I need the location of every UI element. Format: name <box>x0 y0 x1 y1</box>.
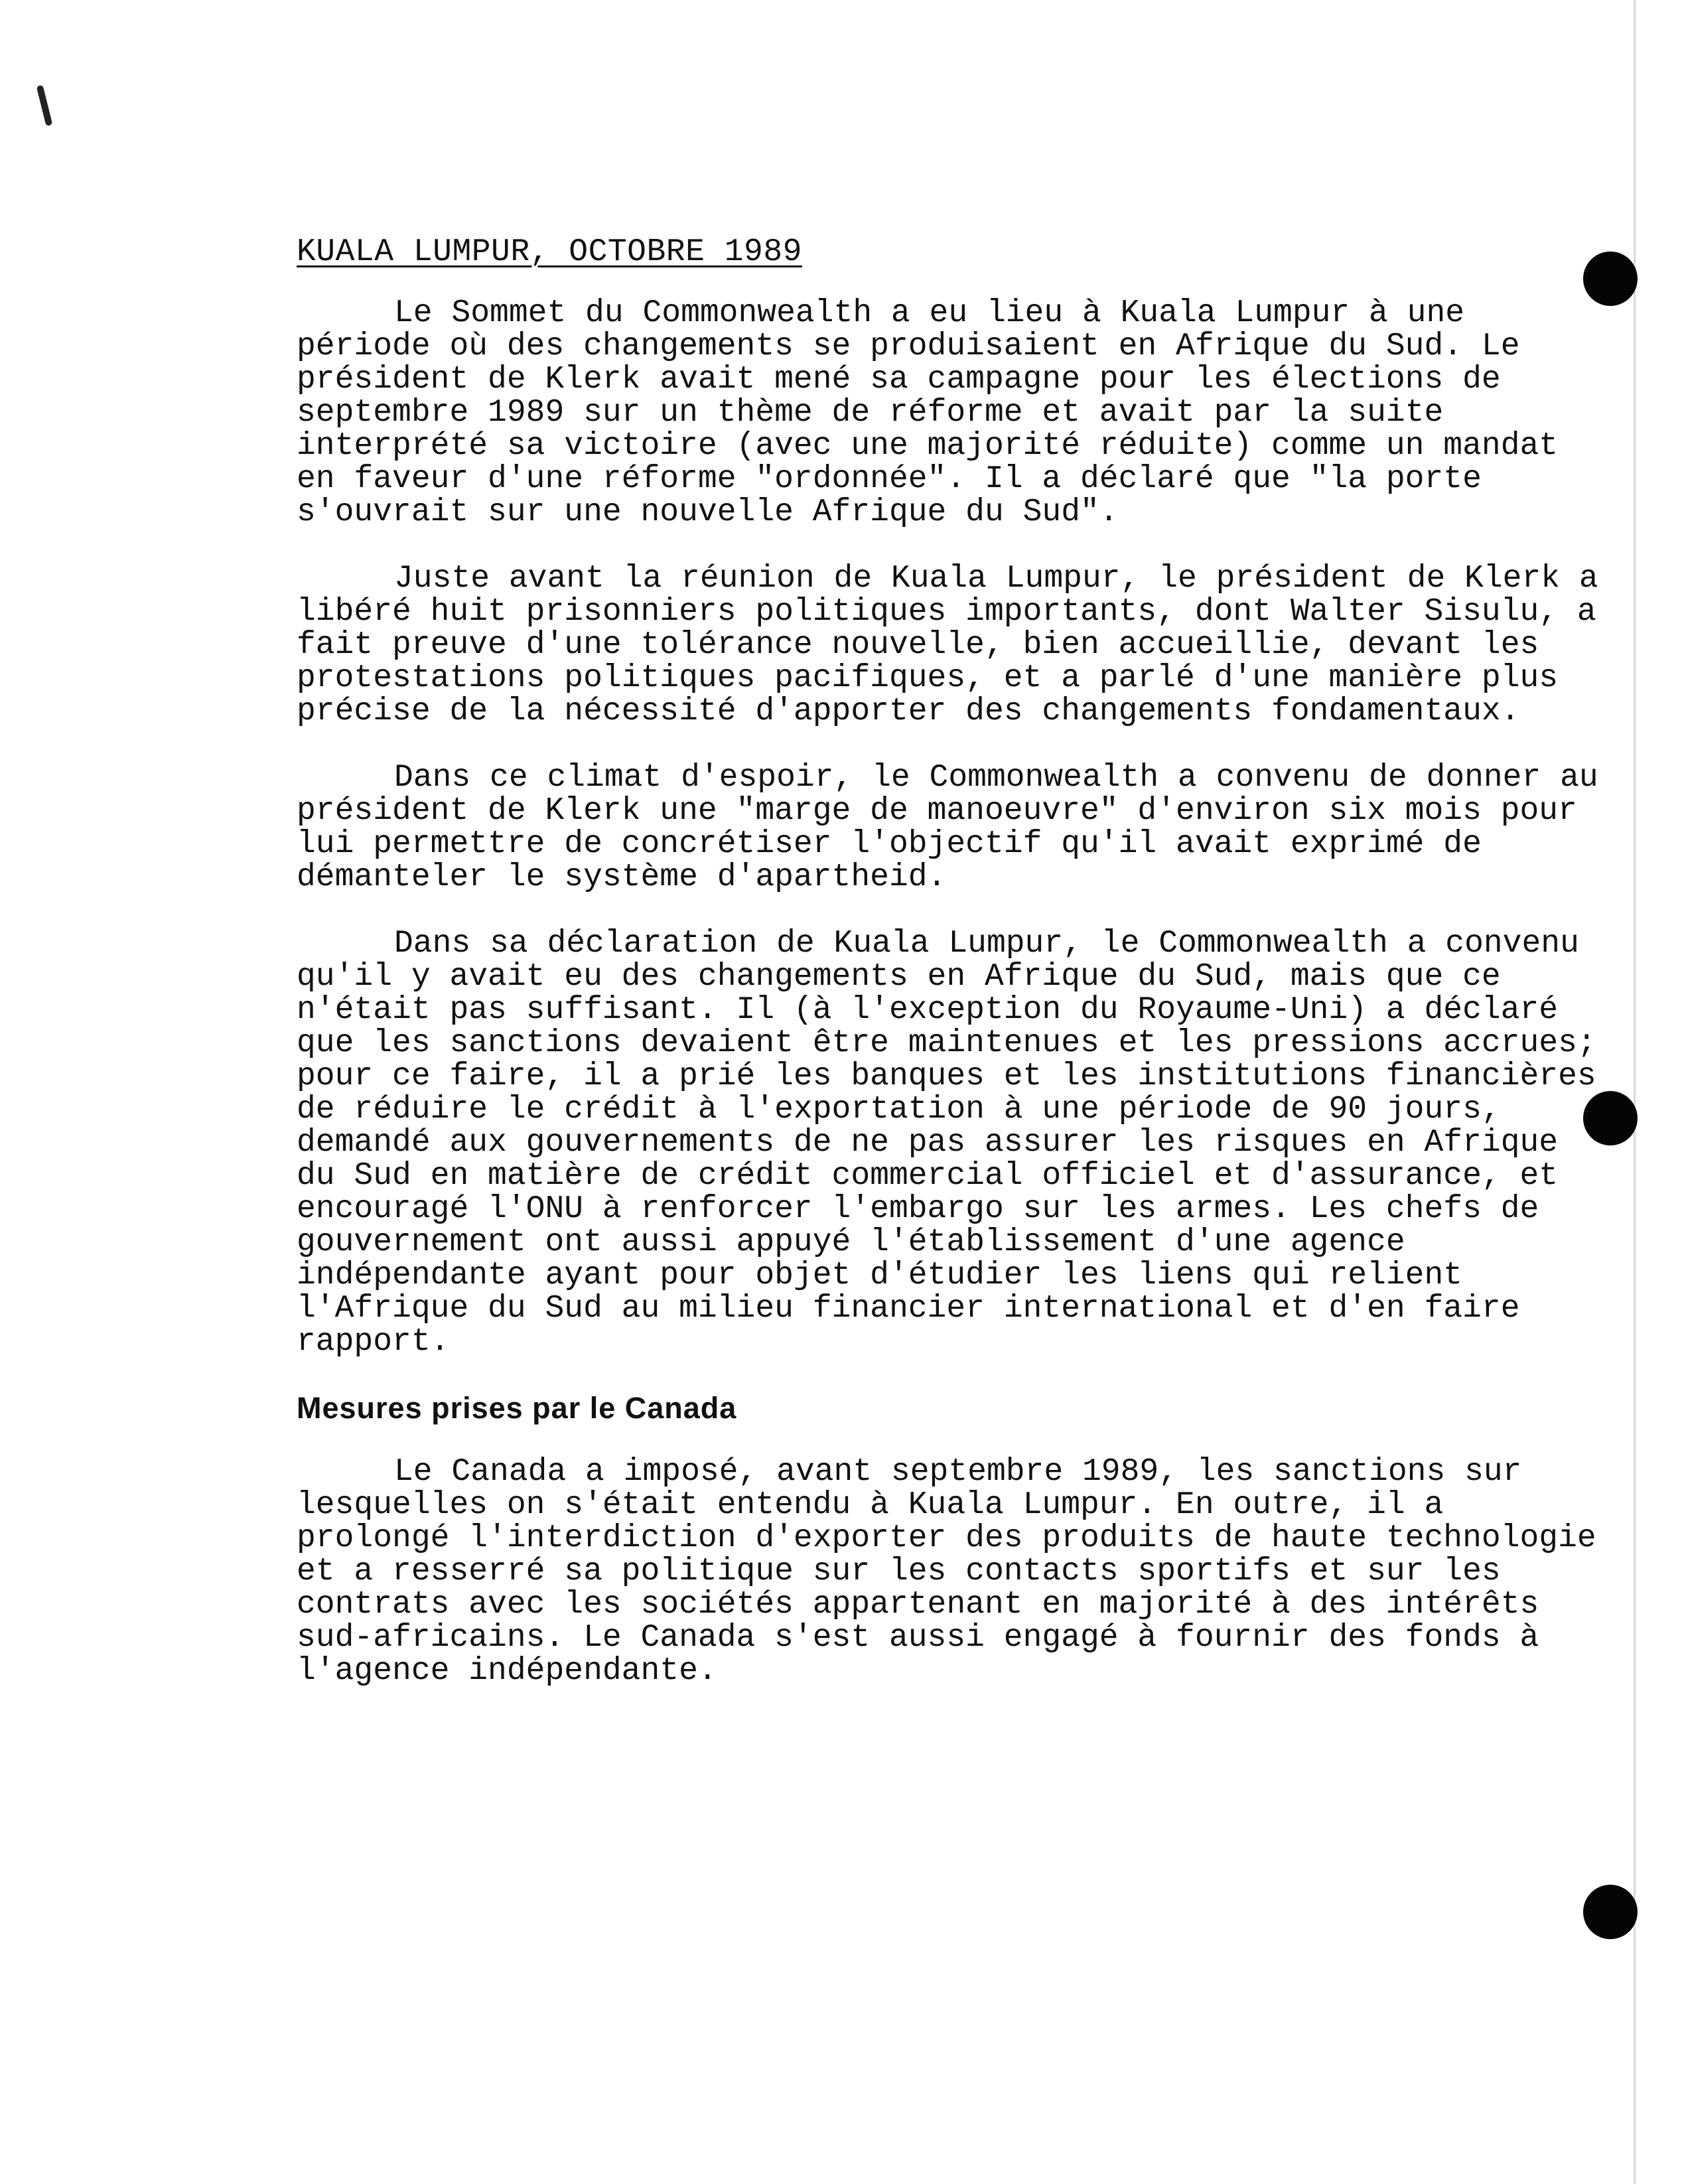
page-edge-line <box>1634 0 1636 2184</box>
scan-artifact-mark <box>36 85 53 127</box>
paragraph-summit: Le Sommet du Commonwealth a eu lieu à Kuala Lumpur à une période où des changements se produisaient en Afrique du Sud. Le président de Klerk avait mené sa campagne pour les élections de septembre 1989 sur un thème de réforme et avait par la suite interprété sa victoire (avec une majorité réduite) comme un mandat en faveur d'une réforme "ordonnée". Il a déclaré que "la porte s'ouvrait sur une nouvelle Afrique du Sud". <box>297 295 1559 530</box>
paragraph-prisoners: Juste avant la réunion de Kuala Lumpur, le président de Klerk a libéré huit prisonniers politiques importants, dont Walter Sisulu, a fait preuve d'une tolérance nouvelle, bien accueillie, devant les protestations politiques pacifiques, et a parlé d'une manière plus précise de la nécessité d'apporter des changements fondamentaux. <box>297 561 1598 729</box>
paragraph-margin: Dans ce climat d'espoir, le Commonwealth a convenu de donner au président de Klerk une "marge de manoeuvre" d'environ six mois pour lui permettre de concrétiser l'objectif qu'il avait exprimé de démanteler le système d'apartheid. <box>297 760 1598 895</box>
document-body <box>297 236 1610 1721</box>
paragraph-declaration: Dans sa déclaration de Kuala Lumpur, le Commonwealth a convenu qu'il y avait eu des changements en Afrique du Sud, mais que ce n'était pas suffisant. Il (à l'exception du Royaume-Uni) a déclaré que les sanctions devaient être maintenues et les pressions accrues; pour ce faire, il a prié les banques et les institutions financières de réduire le crédit à l'exportation à une période de 90 jours, demandé aux gouvernements de ne pas assurer les risques en Afrique du Sud en matière de crédit commercial officiel et d'assurance, et encouragé l'ONU à renforcer l'embargo sur les armes. Les chefs de gouvernement ont aussi appuyé l'établissement d'une agence indépendante ayant pour objet d'étudier les liens qui relient l'Afrique du Sud au milieu financier international et d'en faire rapport. <box>297 926 1596 1360</box>
document-heading: KUALA LUMPUR, OCTOBRE 1989 <box>297 234 802 270</box>
binder-hole-bottom <box>1583 1885 1638 1939</box>
paragraph-canada-measures: Le Canada a imposé, avant septembre 1989, les sanctions sur lesquelles on s'était entendu à Kuala Lumpur. En outre, il a prolongé l'interdiction d'exporter des produits de haute technologie et a resserré sa politique sur les contacts sportifs et sur les contrats avec les sociétés appartenant en majorité à des intérêts sud-africains. Le Canada s'est aussi engagé à fournir des fonds à l'agence indépendante. <box>297 1454 1596 1689</box>
section-subheading: Mesures prises par le Canada <box>297 1391 737 1425</box>
